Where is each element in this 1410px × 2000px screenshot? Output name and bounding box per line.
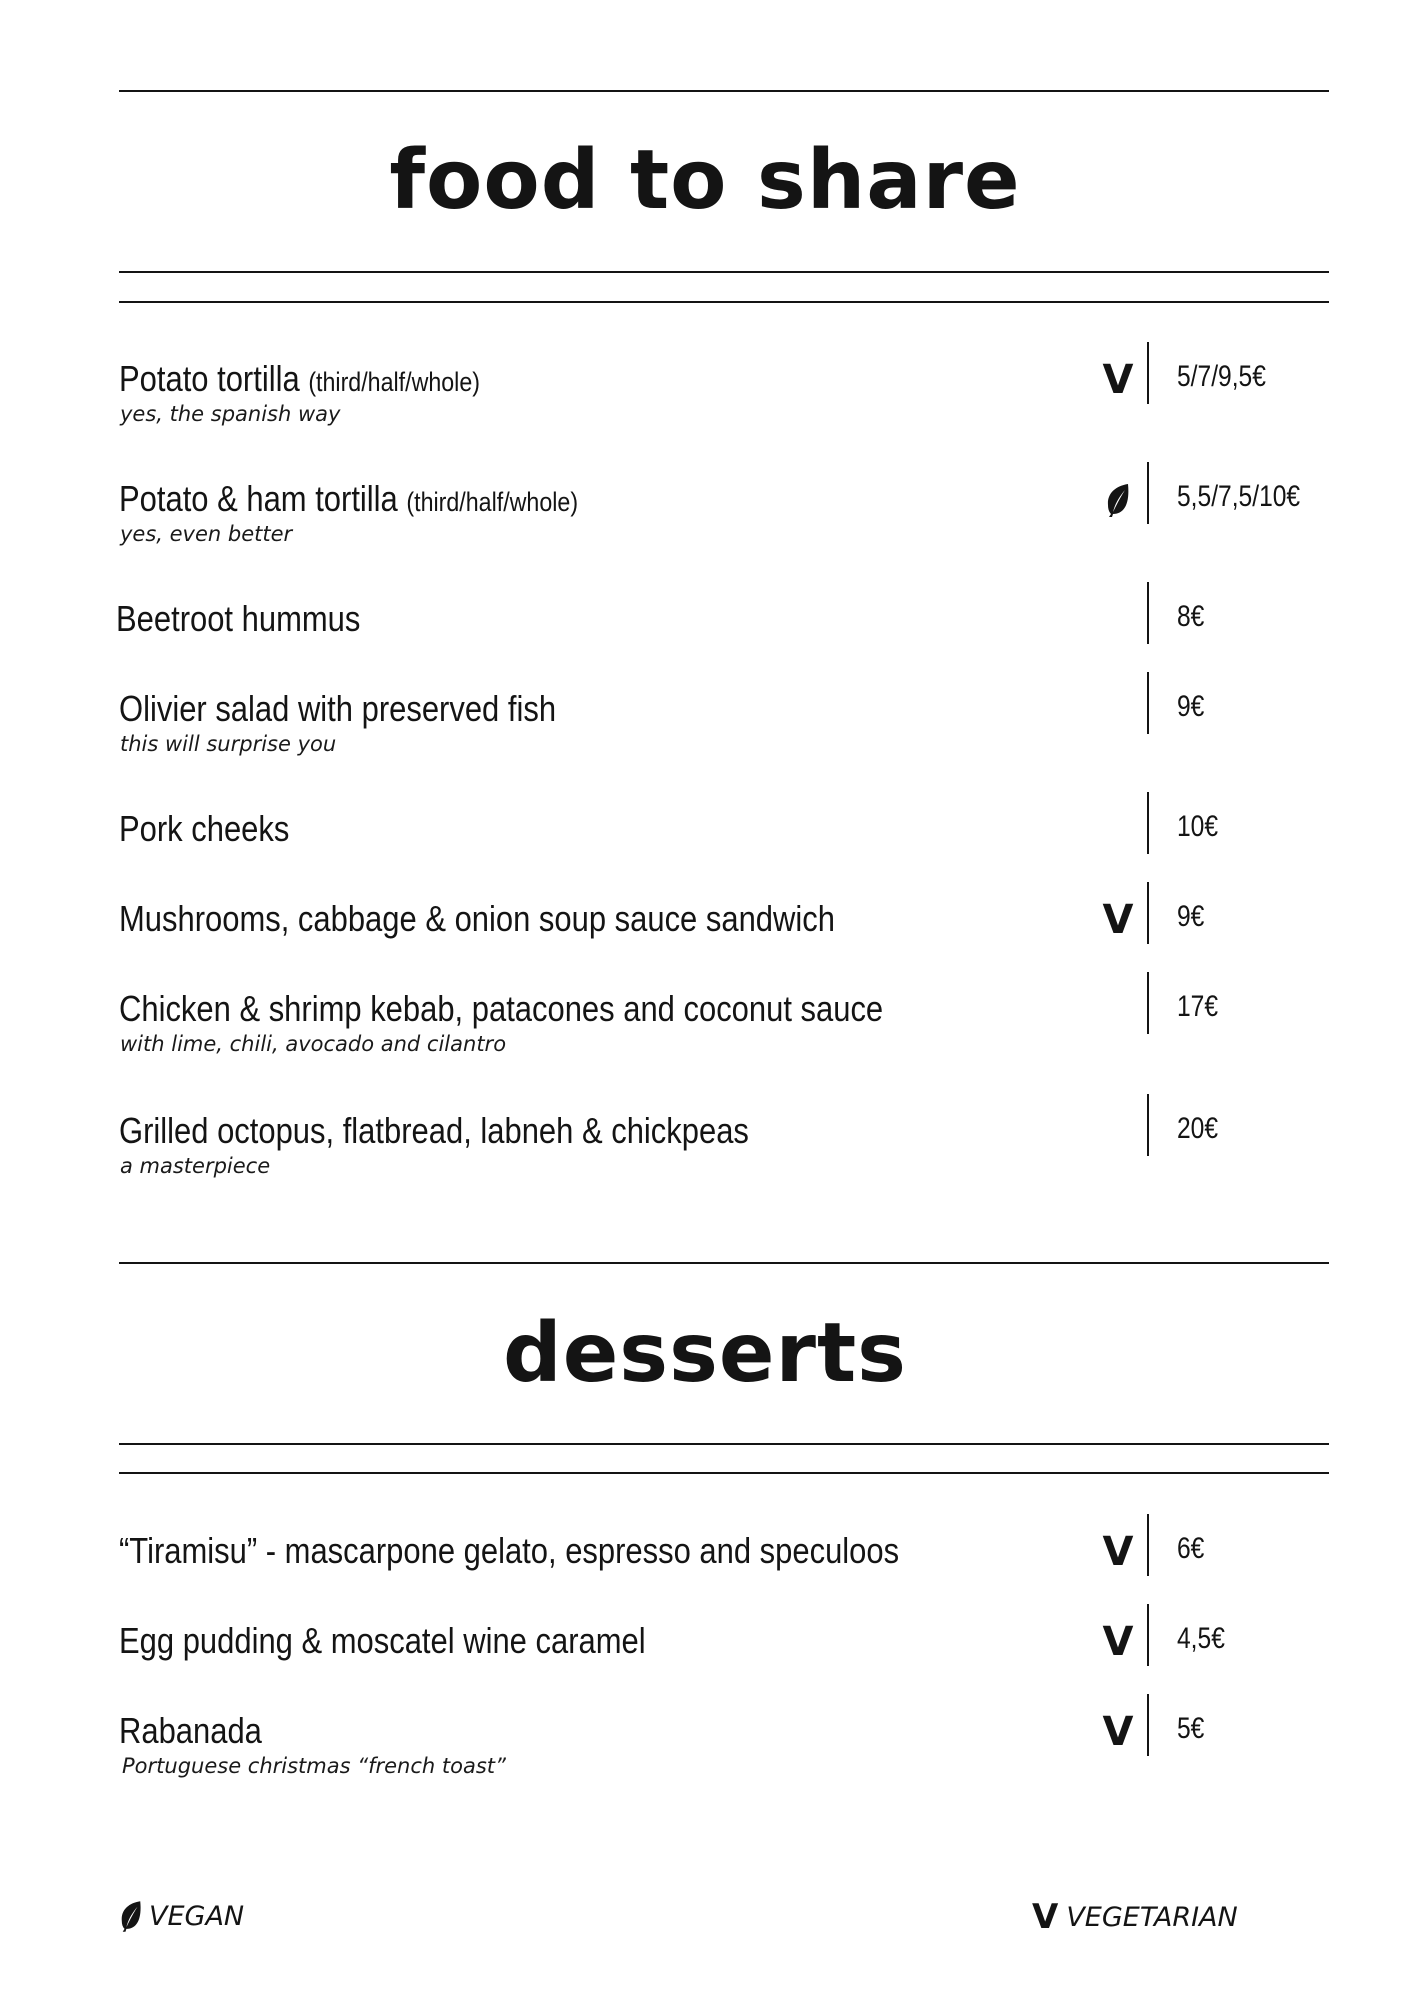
item-name: Grilled octopus, flatbread, labneh & chickpeas <box>119 1110 749 1151</box>
item-price: 17€ <box>1177 990 1219 1023</box>
item-name: “Tiramisu” - mascarpone gelato, espresso and speculoos <box>119 1530 900 1571</box>
item-name: Olivier salad with preserved fish <box>119 688 557 729</box>
price-separator <box>1147 972 1149 1034</box>
item-name: Potato & ham tortilla <box>119 478 398 519</box>
section-title-desserts: desserts <box>503 1306 907 1401</box>
item-name: Pork cheeks <box>119 808 290 849</box>
legend-vegan-label: VEGAN <box>149 1900 245 1932</box>
item-name: Egg pudding & moscatel wine caramel <box>119 1620 646 1661</box>
item-name: Mushrooms, cabbage & onion soup sauce sandwich <box>119 898 835 939</box>
item-description: a masterpiece <box>120 1154 271 1178</box>
item-price: 5/7/9,5€ <box>1177 360 1266 393</box>
price-separator <box>1147 1694 1149 1756</box>
item-price: 10€ <box>1177 810 1219 843</box>
legend-vegan <box>119 1900 244 1932</box>
vegetarian-v-icon: V <box>1032 1897 1059 1937</box>
item-name: Chicken & shrimp kebab, patacones and coconut sauce <box>119 988 884 1029</box>
item-description: with lime, chili, avocado and cilantro <box>120 1032 507 1056</box>
divider-rule <box>119 1472 1329 1474</box>
top-rule <box>119 90 1329 92</box>
vegetarian-v-icon: V <box>1102 357 1134 403</box>
item-name: Beetroot hummus <box>116 598 361 639</box>
vegetarian-v-icon: V <box>1102 1709 1134 1755</box>
item-description: this will surprise you <box>120 732 337 756</box>
legend-vegetarian-label: VEGETARIAN <box>1066 1901 1238 1933</box>
divider-rule <box>119 1262 1329 1264</box>
item-description: yes, even better <box>120 522 293 546</box>
item-description: Portuguese christmas “french toast” <box>122 1754 506 1778</box>
item-name: Potato tortilla <box>119 358 300 399</box>
item-price: 6€ <box>1177 1532 1205 1565</box>
price-separator <box>1147 792 1149 854</box>
price-separator <box>1147 1514 1149 1576</box>
price-separator <box>1147 1094 1149 1156</box>
item-price: 9€ <box>1177 900 1205 933</box>
price-separator <box>1147 1604 1149 1666</box>
divider-rule <box>119 1443 1329 1445</box>
vegetarian-v-icon: V <box>1102 1619 1134 1665</box>
leaf-icon <box>119 1900 143 1932</box>
price-separator <box>1147 582 1149 644</box>
item-description: yes, the spanish way <box>120 402 341 426</box>
section-title-food-to-share: food to share <box>389 133 1021 228</box>
vegetarian-v-icon: V <box>1102 1529 1134 1575</box>
legend-vegetarian <box>1032 1897 1238 1937</box>
divider-rule <box>119 271 1329 273</box>
item-price: 4,5€ <box>1177 1622 1225 1655</box>
price-separator <box>1147 342 1149 404</box>
item-price: 5€ <box>1177 1712 1205 1745</box>
divider-rule <box>119 301 1329 303</box>
item-size-options: (third/half/whole) <box>406 487 579 517</box>
item-price: 8€ <box>1177 600 1205 633</box>
item-price: 20€ <box>1177 1112 1219 1145</box>
item-price: 5,5/7,5/10€ <box>1177 480 1301 513</box>
item-size-options: (third/half/whole) <box>308 367 480 397</box>
item-name: Rabanada <box>119 1710 262 1751</box>
vegetarian-v-icon: V <box>1102 897 1134 943</box>
price-separator <box>1147 882 1149 944</box>
price-separator <box>1147 672 1149 734</box>
item-price: 9€ <box>1177 690 1205 723</box>
price-separator <box>1147 462 1149 524</box>
leaf-icon <box>1098 478 1138 522</box>
